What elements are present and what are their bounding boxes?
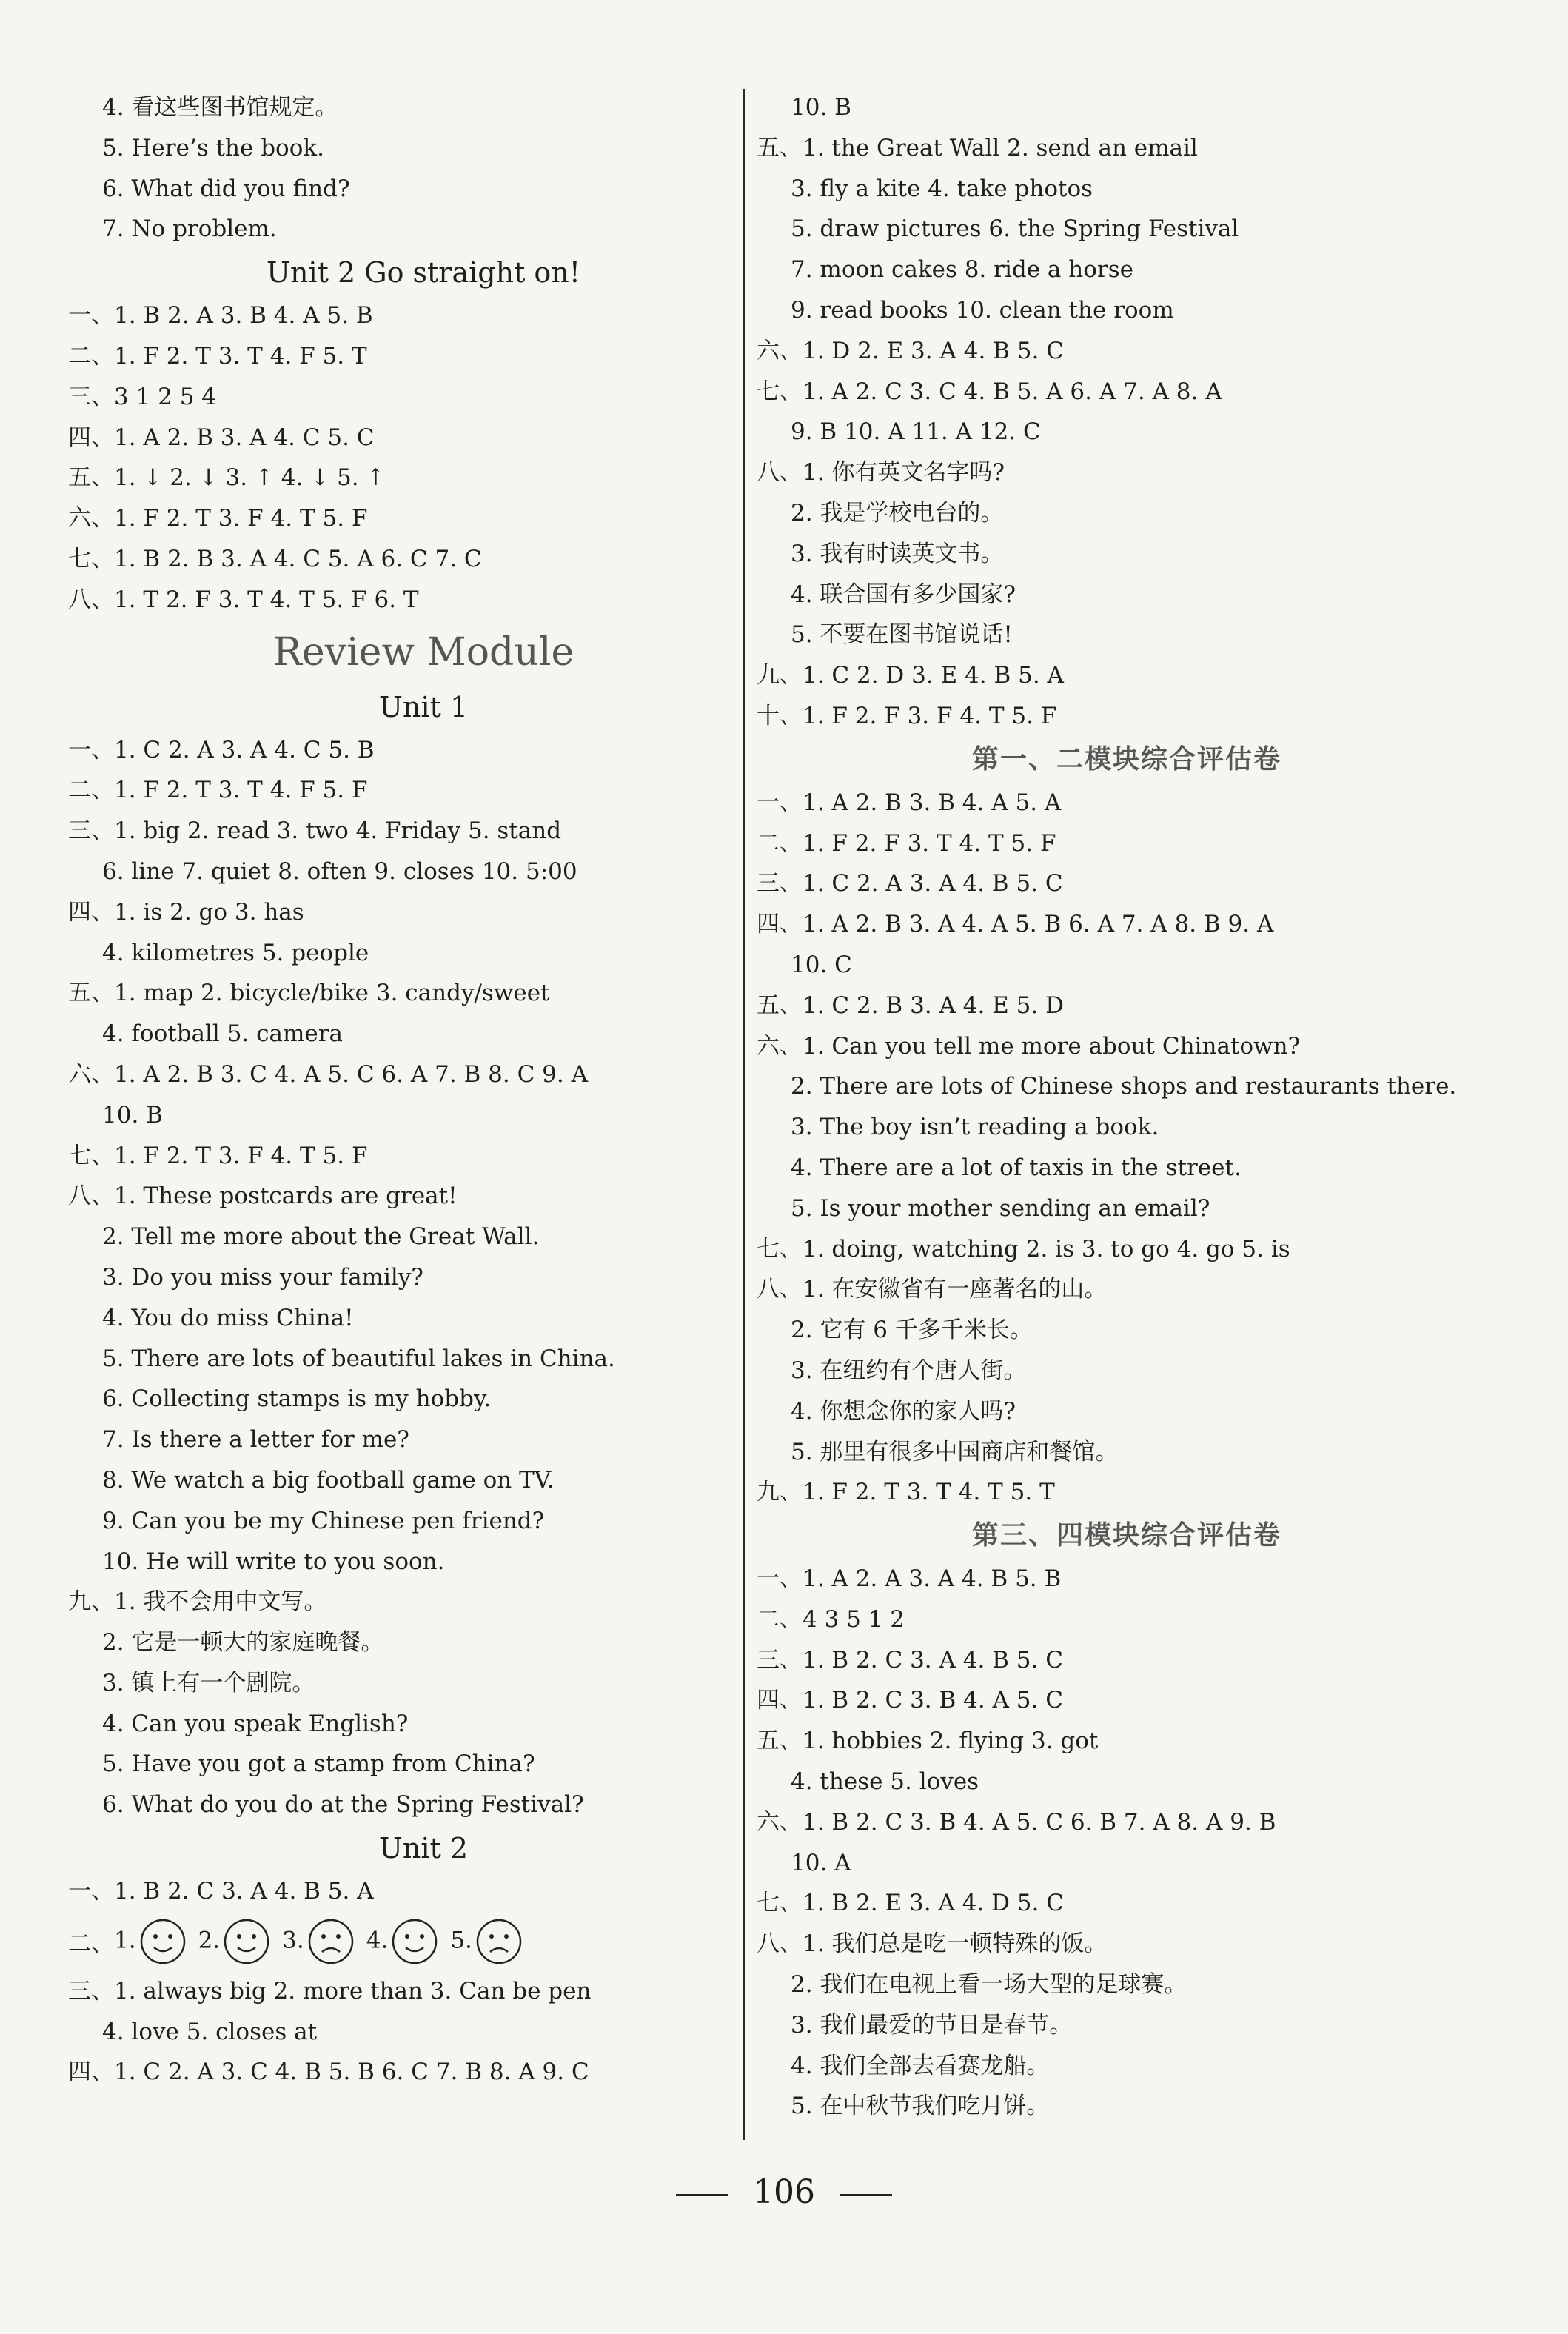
- answer-line: 七、1. A 2. C 3. C 4. B 5. A 6. A 7. A 8. A: [757, 378, 1222, 405]
- answer-line: 10. A: [791, 1849, 851, 1876]
- face-number: 4.: [366, 1927, 389, 1954]
- face-number: 3.: [282, 1927, 304, 1954]
- left-column: [68, 87, 734, 2093]
- answer-line: 六、1. D 2. E 3. A 4. B 5. C: [757, 337, 1064, 364]
- answer-line: 九、1. F 2. T 3. T 4. T 5. T: [757, 1479, 1055, 1506]
- column-divider: [743, 89, 745, 2140]
- answer-line: 7. moon cakes 8. ride a horse: [791, 256, 1133, 284]
- answer-line: 八、1. 你有英文名字吗?: [757, 459, 1005, 486]
- answer-line: 4. 我们全部去看赛龙船。: [791, 2052, 1050, 2079]
- answer-line: 3. Do you miss your family?: [102, 1263, 423, 1291]
- answer-line: 二、4 3 5 1 2: [757, 1605, 905, 1633]
- answer-line: 4. football 5. camera: [102, 1020, 344, 1048]
- answer-line: 10. B: [102, 1101, 163, 1128]
- answer-line: 四、1. C 2. A 3. C 4. B 5. B 6. C 7. B 8. A 9. C: [68, 2059, 589, 2086]
- answer-line: 5. Here’s the book.: [102, 134, 325, 161]
- right-column: [757, 87, 1497, 2127]
- answer-line: 9. read books 10. clean the room: [791, 296, 1174, 324]
- answer-line: 4. There are a lot of taxis in the street.: [791, 1154, 1242, 1181]
- answer-line: 5. There are lots of beautiful lakes in China.: [102, 1345, 615, 1372]
- answer-line: 7. No problem.: [102, 215, 277, 243]
- answer-line: 三、1. C 2. A 3. A 4. B 5. C: [757, 870, 1063, 897]
- answer-line: 10. C: [791, 951, 852, 978]
- answer-line: 2. Tell me more about the Great Wall.: [102, 1223, 540, 1251]
- answer-line: 5. Have you got a stamp from China?: [102, 1750, 535, 1778]
- answer-line: 十、1. F 2. F 3. F 4. T 5. F: [757, 702, 1057, 729]
- answer-line: 二、1. F 2. T 3. T 4. F 5. T: [68, 342, 367, 370]
- answer-line: 7. Is there a letter for me?: [102, 1426, 409, 1454]
- answer-line: 二、1. F 2. F 3. T 4. T 5. F: [757, 829, 1056, 857]
- answer-line: 3. 在纽约有个唐人街。: [791, 1357, 1027, 1384]
- smiley-face-icon: [139, 1918, 187, 1965]
- answer-line: 四、1. A 2. B 3. A 4. C 5. C: [68, 424, 375, 451]
- unit2-heading: Unit 2 Go straight on!: [266, 256, 581, 290]
- answer-line: 4. You do miss China!: [102, 1304, 354, 1331]
- answer-line: 6. Collecting stamps is my hobby.: [102, 1385, 492, 1413]
- answer-line: 4. kilometres 5. people: [102, 939, 369, 966]
- answer-line: 3. 镇上有一个剧院。: [102, 1669, 315, 1696]
- answer-line: 六、1. A 2. B 3. C 4. A 5. C 6. A 7. B 8. C 9. A: [68, 1060, 588, 1088]
- answer-line: 四、1. is 2. go 3. has: [68, 898, 304, 926]
- face-number: 1.: [114, 1927, 136, 1954]
- right-block-c: [757, 1559, 1497, 2127]
- answer-line: 3. The boy isn’t reading a book.: [791, 1114, 1159, 1141]
- answer-line: 2. 我是学校电台的。: [791, 499, 1004, 526]
- answer-line: 6. line 7. quiet 8. often 9. closes 10. 5:00: [102, 857, 577, 885]
- footer-dash-right: [840, 2194, 892, 2196]
- smiley-face-icon: [223, 1918, 270, 1965]
- answer-line: 4. 联合国有多少国家?: [791, 581, 1016, 608]
- answer-line: 七、1. B 2. E 3. A 4. D 5. C: [757, 1890, 1064, 1917]
- answer-line: 2. 我们在电视上看一场大型的足球赛。: [791, 1971, 1187, 1999]
- answer-line: 一、1. A 2. B 3. B 4. A 5. A: [757, 789, 1062, 816]
- answer-line: 八、1. These postcards are great!: [68, 1183, 458, 1210]
- answer-line: 5. 不要在图书馆说话!: [791, 621, 1013, 649]
- faces-list: [114, 1918, 535, 1965]
- answer-line: 4. Can you speak English?: [102, 1710, 409, 1737]
- answer-line: 五、1. ↓ 2. ↓ 3. ↑ 4. ↓ 5. ↑: [68, 464, 386, 492]
- smiley-face-icon: [391, 1918, 438, 1965]
- face-number: 2.: [198, 1927, 221, 1954]
- answer-line: 9. B 10. A 11. A 12. C: [791, 418, 1041, 446]
- answer-line: 八、1. 我们总是吃一顿特殊的饭。: [757, 1930, 1108, 1958]
- sad-face-icon: [475, 1918, 523, 1965]
- footer-dash-left: [676, 2194, 728, 2196]
- answer-line: 3. fly a kite 4. take photos: [791, 175, 1093, 202]
- review-unit2-heading: Unit 2: [378, 1832, 469, 1865]
- left-block-a: [68, 87, 734, 250]
- answer-line: 五、1. C 2. B 3. A 4. E 5. D: [757, 992, 1064, 1019]
- answer-line: 4. 你想念你的家人吗?: [791, 1397, 1016, 1425]
- answer-line: 九、1. C 2. D 3. E 4. B 5. A: [757, 662, 1064, 689]
- faces-prefix: 二、: [68, 1930, 114, 1958]
- answer-line: 6. What did you find?: [102, 175, 350, 202]
- answer-line: 3. 我们最爱的节日是春节。: [791, 2011, 1073, 2039]
- answer-line: 2. 它有 6 千多千米长。: [791, 1317, 1033, 1344]
- answer-line: 八、1. T 2. F 3. T 4. T 5. F 6. T: [68, 586, 419, 613]
- answer-line: 4. love 5. closes at: [102, 2018, 318, 2045]
- answer-line: 六、1. B 2. C 3. B 4. A 5. C 6. B 7. A 8. A 9. B: [757, 1808, 1276, 1836]
- answer-line: 三、1. big 2. read 3. two 4. Friday 5. stand: [68, 817, 562, 845]
- answer-line: 七、1. doing, watching 2. is 3. to go 4. go 5. is: [757, 1235, 1290, 1263]
- answer-line: 七、1. B 2. B 3. A 4. C 5. A 6. C 7. C: [68, 545, 482, 572]
- answer-line: 三、1. always big 2. more than 3. Can be pen: [68, 1977, 592, 2004]
- left-block-e: [68, 1971, 734, 2093]
- answer-line: 5. Is your mother sending an email?: [791, 1194, 1210, 1222]
- sad-face-icon: [307, 1918, 355, 1965]
- answer-line: 九、1. 我不会用中文写。: [68, 1588, 327, 1616]
- assessment-34-heading: 第三、四模块综合评估卷: [971, 1520, 1281, 1551]
- review-unit1-heading: Unit 1: [378, 690, 469, 723]
- answer-line: 一、1. A 2. A 3. A 4. B 5. B: [757, 1565, 1062, 1593]
- assessment-12-heading: 第一、二模块综合评估卷: [971, 743, 1281, 775]
- answer-line: 二、1. F 2. T 3. T 4. F 5. F: [68, 777, 368, 804]
- answer-line: 一、1. B 2. A 3. B 4. A 5. B: [68, 302, 373, 330]
- left-block-c: [68, 730, 734, 1826]
- answer-line: 四、1. A 2. B 3. A 4. A 5. B 6. A 7. A 8. B 9. A: [757, 911, 1274, 938]
- answer-line: 3. 我有时读英文书。: [791, 540, 1004, 567]
- answer-line: 4. 看这些图书馆规定。: [102, 94, 338, 121]
- answer-line: 四、1. B 2. C 3. B 4. A 5. C: [757, 1687, 1063, 1714]
- page-number: 106: [753, 2173, 815, 2211]
- answer-line: 5. 在中秋节我们吃月饼。: [791, 2093, 1050, 2120]
- answer-line: 六、1. Can you tell me more about Chinatown?: [757, 1032, 1301, 1060]
- right-block-a: [757, 87, 1497, 737]
- answer-line: 6. What do you do at the Spring Festival?: [102, 1791, 584, 1819]
- answer-line: 三、1. B 2. C 3. A 4. B 5. C: [757, 1646, 1063, 1673]
- answer-line: 三、3 1 2 5 4: [68, 383, 217, 410]
- page-footer: [0, 2173, 1568, 2211]
- answer-line: 5. draw pictures 6. the Spring Festival: [791, 215, 1239, 243]
- answer-line: 五、1. map 2. bicycle/bike 3. candy/sweet: [68, 980, 550, 1007]
- left-block-b: [68, 295, 734, 620]
- answer-line: 一、1. C 2. A 3. A 4. C 5. B: [68, 736, 375, 763]
- faces-row: [68, 1912, 734, 1971]
- answer-line: 八、1. 在安徽省有一座著名的山。: [757, 1276, 1108, 1303]
- answer-line: 五、1. hobbies 2. flying 3. got: [757, 1728, 1099, 1755]
- review-module-heading: Review Module: [272, 629, 574, 675]
- answer-line: 4. these 5. loves: [791, 1768, 979, 1796]
- answer-line: 5. 那里有很多中国商店和餐馆。: [791, 1438, 1119, 1465]
- answer-line: 10. He will write to you soon.: [102, 1548, 445, 1575]
- answer-line: 七、1. F 2. T 3. F 4. T 5. F: [68, 1142, 368, 1169]
- answer-line: 10. B: [791, 94, 851, 121]
- answer-line: 五、1. the Great Wall 2. send an email: [757, 134, 1198, 161]
- face-number: 5.: [450, 1927, 472, 1954]
- answer-line: 2. There are lots of Chinese shops and restaurants there.: [791, 1073, 1457, 1100]
- answer-line: 一、1. B 2. C 3. A 4. B 5. A: [68, 1878, 374, 1905]
- answer-line: 9. Can you be my Chinese pen friend?: [102, 1507, 545, 1534]
- answer-line: 2. 它是一顿大的家庭晚餐。: [102, 1629, 384, 1656]
- right-block-b: [757, 783, 1497, 1513]
- answer-line: 8. We watch a big football game on TV.: [102, 1466, 555, 1494]
- answer-line: 六、1. F 2. T 3. F 4. T 5. F: [68, 505, 368, 532]
